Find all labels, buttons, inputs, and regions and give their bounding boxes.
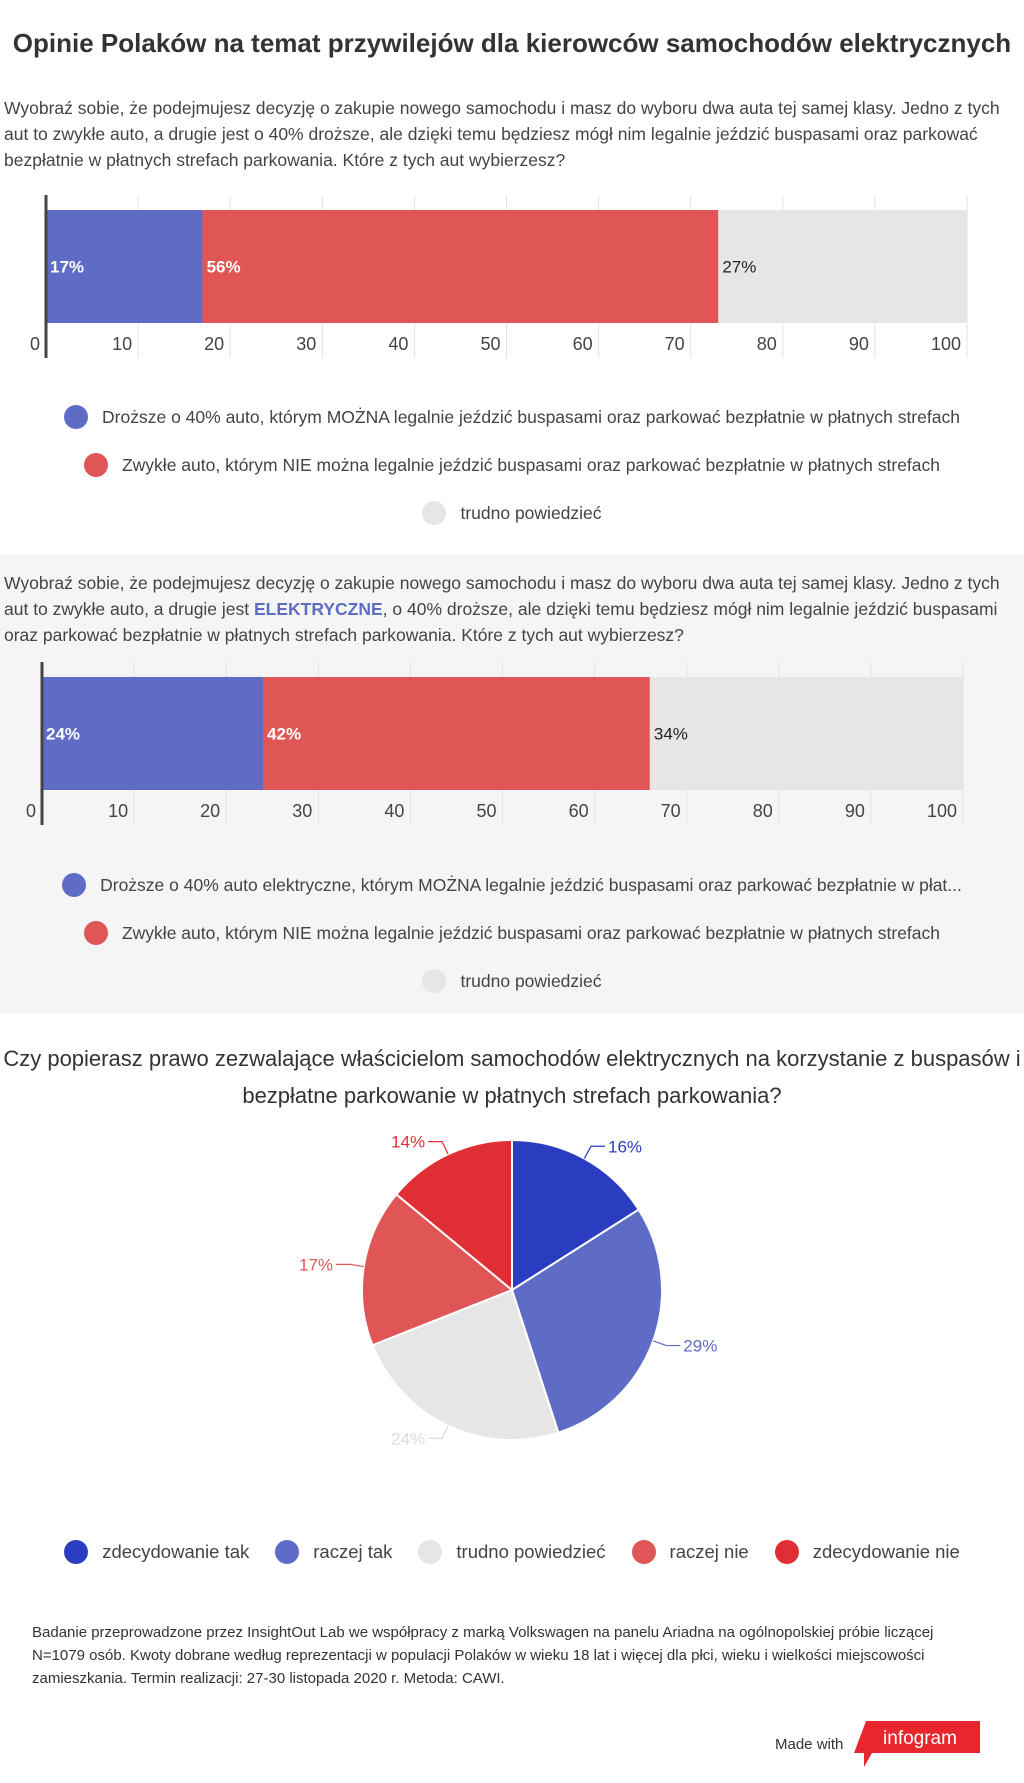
chart-1-tick-50: 50 [480,334,501,354]
pie-label-4: 17% [298,1255,334,1275]
page-title: Opinie Polaków na temat przywilejów dla kierowców samochodów elektrycznych [12,28,1012,58]
chart-1-tick-100: 100 [930,334,961,354]
footnote: Badanie przeprowadzone przez InsightOut Lab we współpracy z marką Volkswagen na panelu Ariadna na ogólnopolskiej próbie liczącej N=1079 osób. Kwoty dobrane według reprezentacji w populacji Polaków w wieku 18 lat i więcej dla płci, wieku i wielkości miejscowości zamieszkania. Termin realizacji: 27-30 listopada 2020 r. Metoda: CAWI. [32,1624,934,1687]
pie-legend-item-4 [632,1540,749,1564]
pie-legend-label-3: trudno powiedzieć [456,1541,606,1562]
pie-legend-item-5 [775,1540,960,1564]
pie-leader-1 [584,1146,605,1158]
legend-2-dot-2 [84,921,108,945]
chart-2-tick-50: 50 [476,801,497,821]
chart-1-value-label-1: 17% [50,257,85,277]
chart-1-value-label-3: 27% [722,257,757,277]
legend-1-label-2: Zwykłe auto, którym NIE można legalnie jeździć buspasami oraz parkować bezpłatnie w płatnych strefach [121,454,940,475]
pie-label-2: 29% [683,1336,718,1356]
bar-chart-1 [0,195,1024,375]
chart-2-tick-90: 90 [844,801,865,821]
pie-label-1: 16% [608,1137,643,1157]
legend-2-label-2: Zwykłe auto, którym NIE można legalnie jeździć buspasami oraz parkować bezpłatnie w płatnych strefach [121,922,940,943]
pie-label-5: 14% [391,1132,426,1152]
question-2 [4,570,1014,648]
chart-1-tick-10: 10 [112,334,133,354]
pie-legend-dot-4 [632,1540,656,1564]
legend-1-label-1: Droższe o 40% auto, którym MOŻNA legalnie jeździć buspasami oraz parkować bezpłatnie w płatnych strefach [102,406,960,427]
legend-1-item-1 [0,405,1024,429]
chart-2-tick-40: 40 [384,801,405,821]
chart-2-tick-60: 60 [568,801,589,821]
pie-chart [0,1125,1024,1480]
pie-leader-4 [336,1264,364,1266]
legend-1-dot-1 [64,405,88,429]
chart-1-tick-40: 40 [388,334,409,354]
chart-1-bar-2 [203,210,719,323]
legend-2-dot-3 [422,969,446,993]
chart-1-tick-0: 0 [29,334,40,354]
chart-1-value-label-2: 56% [206,257,241,277]
pie-legend-dot-3 [418,1540,442,1564]
chart-1-tick-20: 20 [204,334,225,354]
pie-leader-5 [428,1142,448,1155]
legend-2-item-3 [0,969,1024,993]
chart-2-tick-100: 100 [926,801,957,821]
chart-2-value-label-3: 34% [653,724,688,744]
chart-1-tick-80: 80 [756,334,777,354]
question-1: Wyobraź sobie, że podejmujesz decyzję o zakupie nowego samochodu i masz do wyboru dwa auta tej samej klasy. Jedno z tych aut to zwykłe auto, a drugie jest o 40% droższe, ale dzięki temu będziesz mógł nim legalnie jeździć buspasami oraz parkować bezpłatnie w płatnych strefach parkowania. Które z tych aut wybierzesz? [4,98,1000,170]
chart-2-tick-20: 20 [200,801,221,821]
pie-legend-item-2 [275,1540,392,1564]
chart-2-tick-0: 0 [25,801,36,821]
legend-1-item-3 [0,501,1024,525]
question-2-part-1: Wyobraź sobie, że podejmujesz decyzję o zakupie nowego samochodu i masz do wyboru dwa auta tej samej klasy. Jedno z tych aut to zwykłe auto, a drugie jest [4,573,1000,619]
infogram-logo-text: infogram [883,1728,957,1749]
chart-1-tick-30: 30 [296,334,317,354]
chart-2-value-label-1: 24% [46,724,81,744]
pie-legend-label-4: raczej nie [669,1541,749,1562]
question-2-highlight: ELEKTRYCZNE [254,599,383,619]
chart-2-tick-80: 80 [752,801,773,821]
chart-1-tick-70: 70 [664,334,685,354]
legend-2-item-1 [0,873,1024,897]
chart-2-tick-10: 10 [108,801,129,821]
pie-legend-dot-5 [775,1540,799,1564]
chart-2-tick-70: 70 [660,801,681,821]
bar-chart-2 [0,662,1024,842]
legend-1-label-3: trudno powiedzieć [460,502,602,523]
legend-1-dot-3 [422,501,446,525]
legend-1-item-2 [0,453,1024,477]
pie-title: Czy popierasz prawo zezwalające właścicielom samochodów elektrycznych na korzystanie z buspasów i bezpłatne parkowanie w płatnych strefach parkowania? [3,1046,1021,1108]
pie-leader-3 [428,1426,448,1439]
chart-2-value-label-2: 42% [267,724,302,744]
legend-2-label-3: trudno powiedzieć [460,970,602,991]
chart-1-tick-90: 90 [848,334,869,354]
legend-2-label-1: Droższe o 40% auto elektryczne, którym MOŻNA legalnie jeździć buspasami oraz parkować bezpłatnie w płat... [100,874,962,895]
question-2-part-2: , o 40% droższe, ale dzięki temu będziesz mógł nim legalnie jeździć buspasami oraz parkować bezpłatnie w płatnych strefach parkowania. Które z tych aut wybierzesz? [4,599,998,645]
made-with-label: Made with [775,1736,844,1753]
infogram-logo[interactable] [852,1719,982,1771]
pie-legend-label-2: raczej tak [313,1541,393,1562]
legend-2-item-2 [0,921,1024,945]
chart-2-bar-3 [650,677,963,790]
pie-label-3: 24% [391,1429,426,1449]
chart-2-tick-30: 30 [292,801,313,821]
pie-leader-2 [653,1341,680,1346]
pie-legend-item-1 [64,1540,249,1564]
pie-legend-label-1: zdecydowanie tak [102,1541,250,1562]
chart-1-tick-60: 60 [572,334,593,354]
legend-1-dot-2 [84,453,108,477]
pie-legend-dot-2 [275,1540,299,1564]
pie-legend [0,1540,1024,1564]
pie-legend-label-5: zdecydowanie nie [812,1541,960,1562]
chart-2-bar-2 [263,677,650,790]
legend-2-dot-1 [62,873,86,897]
pie-legend-item-3 [418,1540,605,1564]
pie-legend-dot-1 [64,1540,88,1564]
